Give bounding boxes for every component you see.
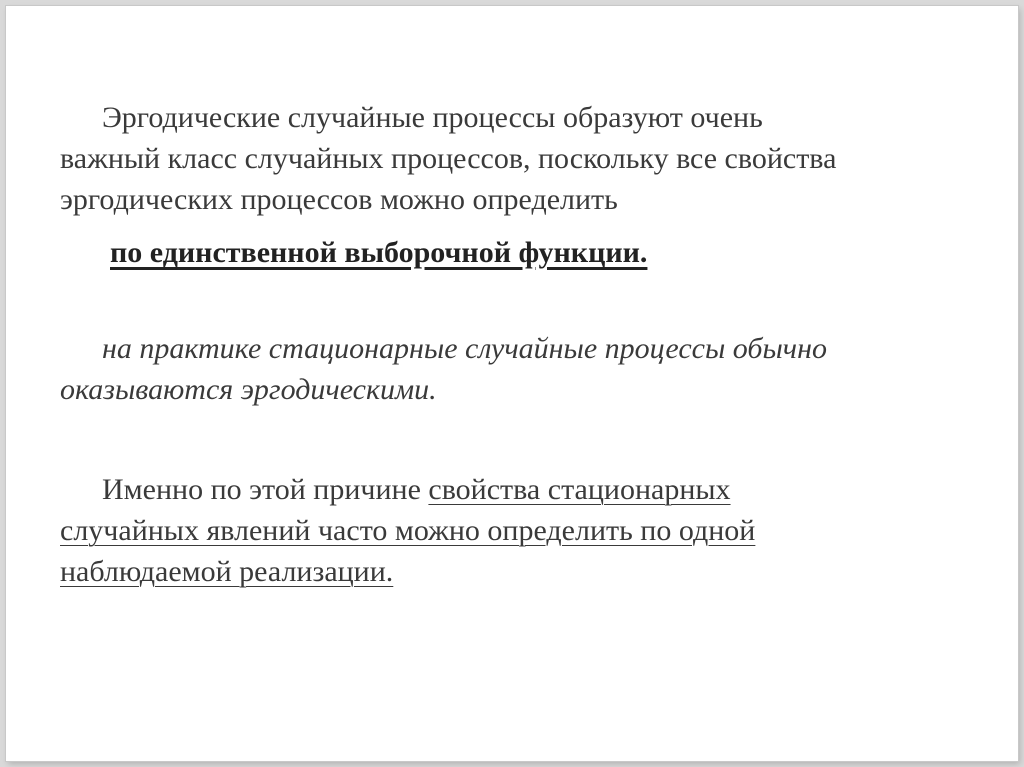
slide bbox=[6, 6, 1018, 761]
paragraph-line-1 bbox=[60, 469, 960, 510]
underlined-text: наблюдаемой реализации. bbox=[60, 555, 394, 588]
paragraph-line: Эргодические случайные процессы образуют очень bbox=[102, 101, 763, 134]
underlined-text: случайных явлений часто можно определить по одной bbox=[60, 514, 756, 547]
lead-text: Именно по этой причине bbox=[102, 473, 429, 506]
underlined-text: свойства стационарных bbox=[428, 473, 731, 506]
paragraph-line-3 bbox=[60, 551, 960, 592]
paragraph-line: эргодических процессов можно определить bbox=[60, 183, 618, 216]
paragraph-line: оказываются эргодическими. bbox=[60, 373, 437, 406]
paragraph-line: важный класс случайных процессов, поскольку все свойства bbox=[60, 142, 837, 175]
emphasis-single-sample-function: по единственной выборочной функции. bbox=[110, 236, 648, 269]
paragraph-line: на практике стационарные случайные процессы обычно bbox=[102, 332, 827, 365]
paragraph-ergodic-intro bbox=[60, 97, 960, 220]
paragraph-stationary-practice bbox=[60, 328, 960, 410]
paragraph-conclusion bbox=[60, 469, 960, 592]
paragraph-line-2 bbox=[60, 510, 960, 551]
